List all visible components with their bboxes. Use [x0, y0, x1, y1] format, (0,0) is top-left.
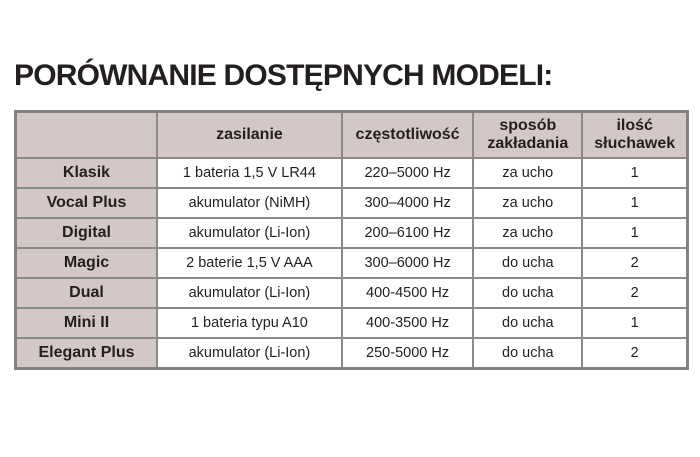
frequency-cell: 400-3500 Hz: [342, 308, 473, 338]
wearing-style-cell: za ucho: [473, 188, 582, 218]
earpiece-count-cell: 1: [582, 308, 687, 338]
models-comparison-table: [14, 110, 689, 370]
power-cell: akumulator (Li-Ion): [157, 338, 342, 369]
frequency-cell: 250-5000 Hz: [342, 338, 473, 369]
power-cell: akumulator (NiMH): [157, 188, 342, 218]
wearing-style-cell: do ucha: [473, 248, 582, 278]
earpiece-count-cell: 2: [582, 338, 687, 369]
power-cell: 2 baterie 1,5 V AAA: [157, 248, 342, 278]
frequency-cell: 200–6100 Hz: [342, 218, 473, 248]
table-row: [16, 248, 688, 278]
wearing-style-cell: do ucha: [473, 308, 582, 338]
table-row: [16, 278, 688, 308]
model-name-cell: Dual: [16, 278, 157, 308]
model-name-cell: Klasik: [16, 158, 157, 188]
wearing-style-cell: za ucho: [473, 158, 582, 188]
table-row: [16, 338, 688, 369]
earpiece-count-cell: 1: [582, 158, 687, 188]
wearing-style-cell: do ucha: [473, 278, 582, 308]
power-cell: 1 bateria 1,5 V LR44: [157, 158, 342, 188]
column-header-model: [16, 112, 157, 159]
frequency-cell: 300–4000 Hz: [342, 188, 473, 218]
column-header-wearing-style: sposób zakładania: [473, 112, 582, 159]
table-row: [16, 218, 688, 248]
earpiece-count-cell: 2: [582, 248, 687, 278]
frequency-cell: 400-4500 Hz: [342, 278, 473, 308]
power-cell: 1 bateria typu A10: [157, 308, 342, 338]
earpiece-count-cell: 1: [582, 188, 687, 218]
frequency-cell: 220–5000 Hz: [342, 158, 473, 188]
table-row: [16, 308, 688, 338]
wearing-style-cell: do ucha: [473, 338, 582, 369]
wearing-style-cell: za ucho: [473, 218, 582, 248]
model-name-cell: Elegant Plus: [16, 338, 157, 369]
page-title: PORÓWNANIE DOSTĘPNYCH MODELI:: [14, 59, 553, 92]
column-header-earpiece-count: ilość słuchawek: [582, 112, 687, 159]
model-name-cell: Magic: [16, 248, 157, 278]
column-header-frequency: częstotliwość: [342, 112, 473, 159]
earpiece-count-cell: 2: [582, 278, 687, 308]
model-name-cell: Digital: [16, 218, 157, 248]
table-header-row: [16, 112, 688, 159]
table-row: [16, 188, 688, 218]
earpiece-count-cell: 1: [582, 218, 687, 248]
frequency-cell: 300–6000 Hz: [342, 248, 473, 278]
column-header-power: zasilanie: [157, 112, 342, 159]
power-cell: akumulator (Li-Ion): [157, 218, 342, 248]
model-name-cell: Mini II: [16, 308, 157, 338]
table-row: [16, 158, 688, 188]
power-cell: akumulator (Li-Ion): [157, 278, 342, 308]
model-name-cell: Vocal Plus: [16, 188, 157, 218]
